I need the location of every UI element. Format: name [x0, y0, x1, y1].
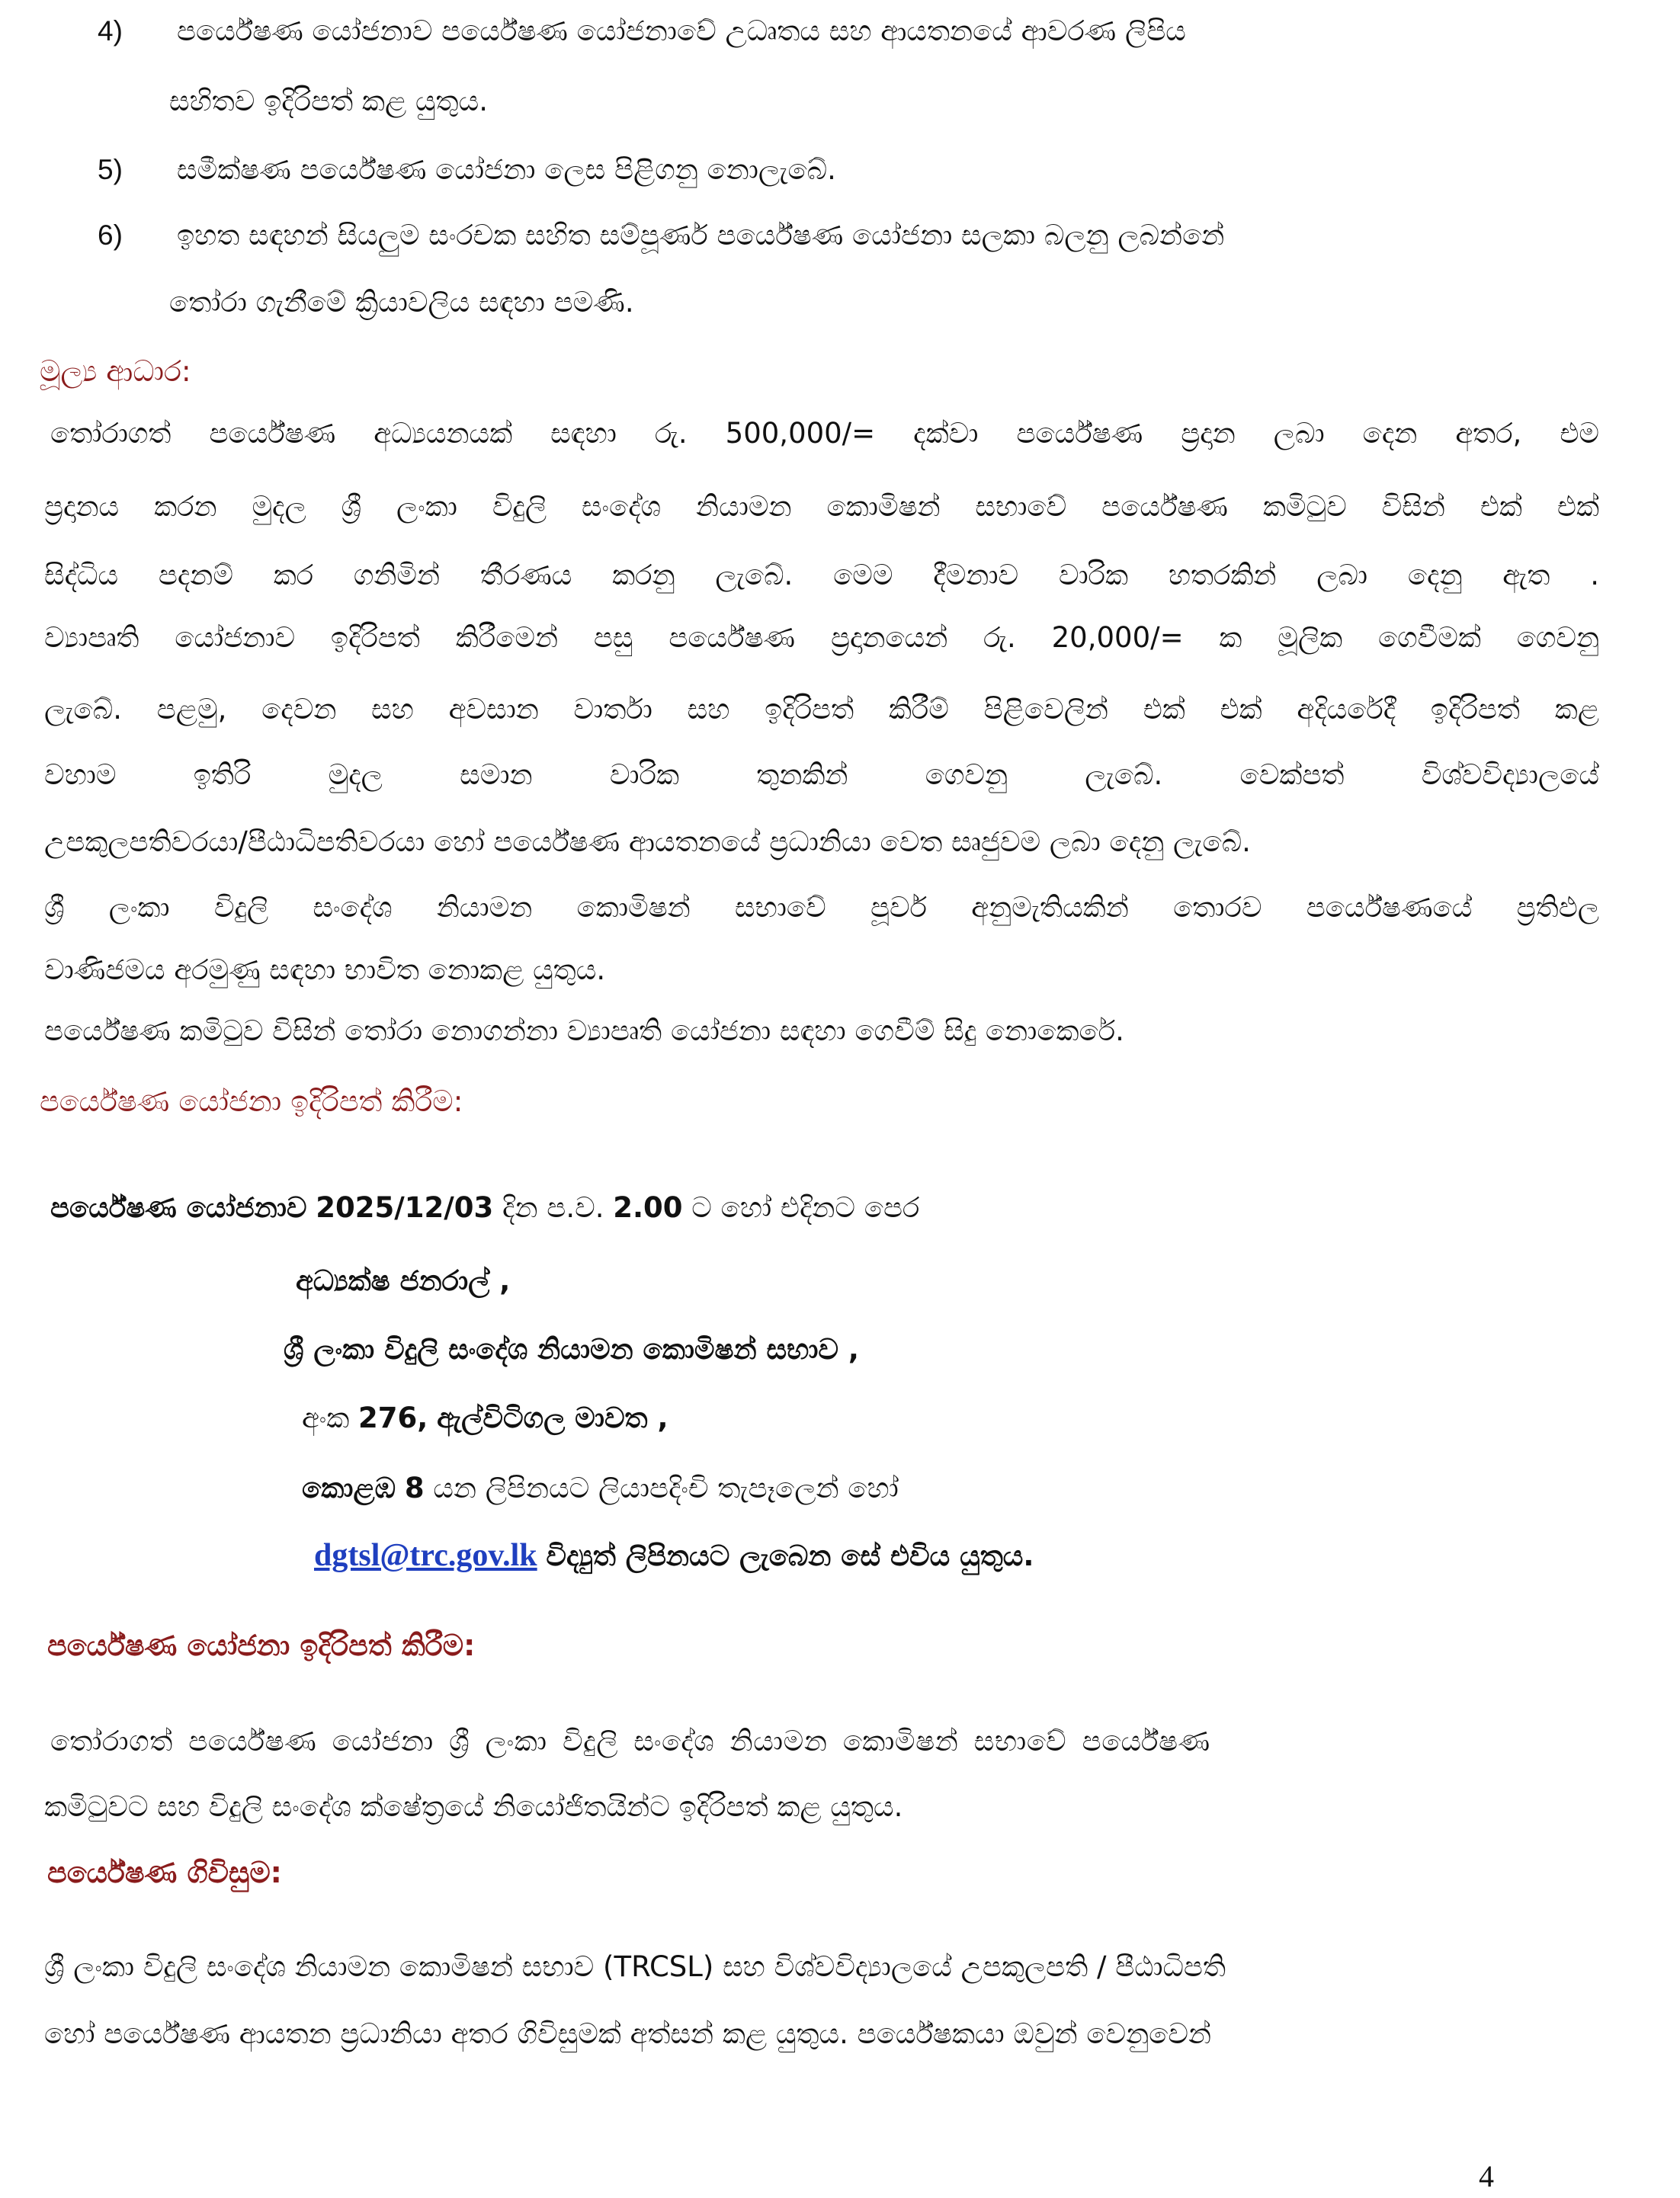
list-number: 6) [98, 219, 123, 251]
paragraph-line: වහාම ඉතිරි මුදල සමාන වාරික තුනකින් ගෙවනු ලැබේ. වෙක්පත් විශ්වවිද්‍යාලයේ [44, 758, 1599, 791]
email-line [314, 1536, 1034, 1575]
list-number: 4) [98, 15, 123, 46]
deadline-suffix: ට හෝ එදිනට පෙර [691, 1191, 920, 1224]
no-payment-note: පර්යේෂණ කමිටුව විසින් තෝරා නොගන්නා ව්‍යාපෘති යෝජනා සඳහා ගෙවීම් සිදු නොකෙරේ. [44, 1014, 1124, 1047]
deadline-mid: දින ප.ව. [502, 1191, 604, 1224]
list-item-text: තෝරා ගැනීමේ ක්‍රියාවලිය සඳහා පමණි. [169, 286, 634, 319]
page-number: 4 [1479, 2159, 1494, 2193]
paragraph-line: ව්‍යාපෘති යෝජනාව ඉදිරිපත් කිරීමෙන් පසු පර්යේෂණ ප්‍රදානයෙන් රු. 20,000/= ක මූලික ගෙවීමක් ගෙවනු [44, 621, 1599, 654]
address-city-number: 8 [404, 1472, 425, 1504]
address-line [302, 1469, 899, 1508]
address-number: 276, [358, 1402, 428, 1434]
paragraph-line: වාණිජමය අරමුණු සඳහා භාවිත නොකළ යුතුය. [44, 953, 606, 986]
deadline-prefix: පර්යේෂණ යෝජනාව [50, 1191, 307, 1224]
submission-deadline [50, 1189, 919, 1227]
address-no-label: අංක [302, 1402, 350, 1434]
paragraph-line: තෝරාගත් පර්යේෂණ අධ්‍යයනයක් සඳහා රු. 500,000/= දක්වා පර්යේෂණ ප්‍රදාන ලබා දෙන අතර, එම [50, 417, 1599, 450]
paragraph-line: හෝ පර්යේෂණ ආයතන ප්‍රධානියා අතර ගිවිසුමක් අත්සන් කළ යුතුය. පර්යේෂකයා ඔවුන් වෙනුවෙන් [44, 2017, 1212, 2050]
address-line: ශ්‍රී ලංකා විදුලි සංදේශ නියාමන කොමිෂන් සභාව , [284, 1333, 859, 1366]
list-number: 5) [98, 154, 123, 185]
section-heading-agreement: පර්යේෂණ ගිවිසුම: [47, 1856, 282, 1889]
paragraph-line: ප්‍රදානය කරන මුදල ශ්‍රී ලංකා විදුලි සංදේශ නියාමන කොමිෂන් සභාවේ පර්යේෂණ කමිටුව විසින් එක් එක් [44, 490, 1599, 523]
address-street: ඇල්විටිගල මාවත , [437, 1402, 668, 1434]
deadline-date: 2025/12/03 [316, 1191, 494, 1224]
email-suffix: විද්‍යුත් ලිපිනයට ලැබෙන සේ එවිය යුතුය. [546, 1540, 1034, 1572]
paragraph-line: ලැබේ. පළමු, දෙවන සහ අවසාන වාර්තා සහ ඉදිරිපත් කිරීම් පිළිවෙලින් එක් එක් අදියරේදී ඉදිරිපත් කළ [44, 693, 1599, 726]
deadline-time: 2.00 [613, 1191, 683, 1224]
email-link[interactable]: dgtsl@trc.gov.lk [314, 1538, 537, 1573]
section-heading-submission: පර්යේෂණ යෝජනා ඉදිරිපත් කිරීම: [40, 1085, 463, 1118]
address-line: අධ්‍යක්ෂ ජනරාල් , [296, 1264, 511, 1297]
paragraph-line: උපකුලපතිවරයා/පීඨාධිපතිවරයා හෝ පර්යේෂණ ආයතනයේ ප්‍රධානියා වෙත සෘජුවම ලබා දෙනු ලැබේ. [44, 825, 1251, 858]
address-city: කොළඹ [302, 1472, 396, 1504]
list-item-text: පර්යේෂණ යෝජනාව පර්යේෂණ යෝජනාවේ උධෘතය සහ ආයතනයේ ආවරණ ලිපිය [177, 14, 1186, 47]
paragraph-line: ශ්‍රී ලංකා විදුලි සංදේශ නියාමන කොමිෂන් සභාව (TRCSL) සහ විශ්වවිද්‍යාලයේ උපකුලපති / පීඨාධිපති [44, 1950, 1226, 1983]
paragraph-line: සිද්ධිය පදනම් කර ගනිමින් තීරණය කරනු ලැබේ. මෙම දීමනාව වාරික හතරකින් ලබා දෙනු ඇත . [44, 559, 1599, 591]
paragraph-line: තෝරාගත් පර්යේෂණ යෝජනා ශ්‍රී ලංකා විදුලි සංදේශ නියාමන කොමිෂන් සභාවේ පර්යේෂණ [50, 1725, 1210, 1757]
paragraph-line: ශ්‍රී ලංකා විදුලි සංදේශ නියාමන කොමිෂන් සභාවේ පූර්ව අනුමැතියකින් තොරව පර්යේෂණයේ ප්‍රතිඵල [44, 891, 1599, 924]
address-city-suffix: යන ලිපිනයට ලියාපදිංචි තැපෑලෙන් හෝ [433, 1472, 899, 1504]
list-item-text: සමීක්ෂණ පර්යේෂණ යෝජනා ලෙස පිළිගනු නොලැබේ. [177, 153, 836, 186]
address-line [302, 1399, 668, 1437]
section-heading-presentation: පර්යේෂණ යෝජනා ඉදිරිපත් කිරීම: [47, 1629, 476, 1662]
list-item-text: ඉහත සඳහන් සියලුම සංරචක සහිත සම්පූර්ණ පර්යේෂණ යෝජනා සලකා බලනු ලබන්නේ [177, 219, 1225, 252]
paragraph-line: කමිටුවට සහ විදුලි සංදේශ ක්ෂේත්‍රයේ නියෝජිතයින්ට ඉදිරිපත් කළ යුතුය. [44, 1790, 903, 1823]
section-heading-financial: මූල්‍ය ආධාර: [40, 354, 191, 388]
list-item-text: සහිතව ඉදිරිපත් කළ යුතුය. [169, 85, 488, 117]
